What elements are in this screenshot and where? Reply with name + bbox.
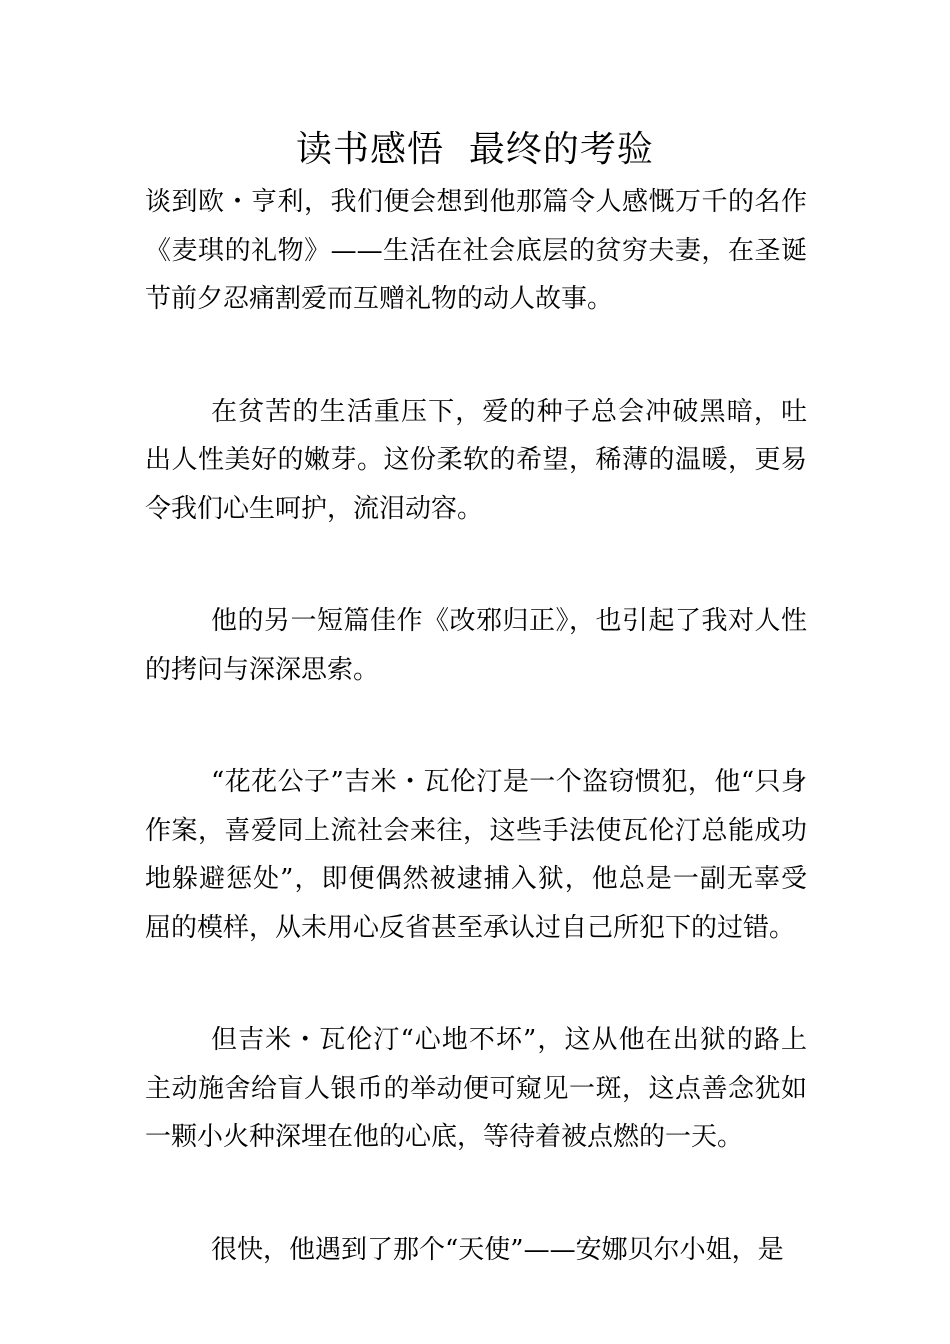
paragraph: “花花公子”吉米・瓦伦汀是一个盗窃惯犯，他“只身作案，喜爱同上流社会来往，这些手法使瓦伦汀总能成功地躲避惩处”，即便偶然被逮捕入狱，他总是一副无辜受屈的模样，从未用心反省甚至承认过自己所犯下的过错。 [145, 767, 807, 943]
paragraph: 但吉米・瓦伦汀“心地不坏”，这从他在出狱的路上主动施舍给盲人银币的举动便可窥见一斑，这点善念犹如一颗小火种深埋在他的心底，等待着被点燃的一天。 [145, 1025, 807, 1152]
paragraph: 在贫苦的生活重压下，爱的种子总会冲破黑暗，吐出人性美好的嫩芽。这份柔软的希望，稀薄的温暖，更易令我们心生呵护，流泪动容。 [145, 396, 807, 524]
paragraph-gap [145, 694, 807, 758]
paragraph: 很快，他遇到了那个“天使”——安娜贝尔小姐，是 [211, 1234, 784, 1265]
paragraph-gap [145, 952, 807, 1016]
paragraph-gap [145, 324, 807, 388]
paragraph-intro: 谈到欧・亨利，我们便会想到他那篇令人感慨万千的名作《麦琪的礼物》——生活在社会底层的贫穷夫妻，在圣诞节前夕忍痛割爱而互赠礼物的动人故事。 [145, 187, 807, 314]
paragraph-gap [145, 1162, 807, 1226]
paragraph-gap [145, 533, 807, 597]
paragraph: 他的另一短篇佳作《改邪归正》，也引起了我对人性的拷问与深深思索。 [145, 606, 807, 685]
document-body [145, 178, 807, 1274]
document-title: 读书感悟 最终的考验 [296, 129, 654, 170]
